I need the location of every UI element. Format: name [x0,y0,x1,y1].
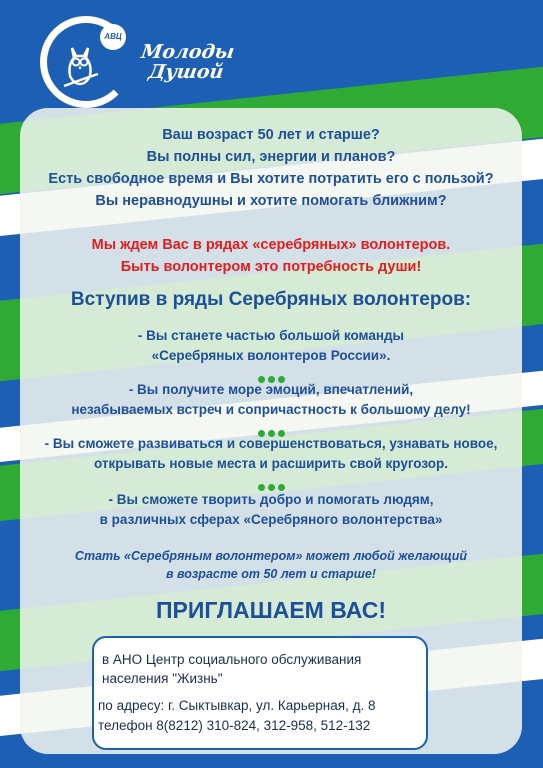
questions [20,124,522,212]
address-line: населения "Жизнь" [102,671,223,686]
benefit-item: - Вы сможете творить добро и помогать людям, в различных сферах «Серебряного волонтерства» [99,492,443,527]
invite-text: Мы ждем Вас в рядах «серебряных» волонтеров. Быть волонтером это потребность души! [91,237,451,275]
benefit-item: - Вы станете частью большой команды «Серебряных волонтеров России». [137,328,405,363]
address-line: в АНО Центр социального обслуживания [102,652,362,667]
address-line: по адресу: г. Сыктывкар, ул. Карьерная, д. 8 [98,698,376,713]
question-line: Вы полны сил, энергии и планов? [146,149,396,165]
benefit-item: - Вы сможете развиваться и совершенствоваться, узнавать новое, открывать новые места и расширить свой кругозор. [44,436,498,471]
phone-line: телефон 8(8212) 310-824, 312-958, 512-132 [98,718,371,733]
address-box [92,636,428,750]
age-note: Стать «Серебряным волонтером» может любой желающий в возрасте от 50 лет и старше! [74,549,468,581]
dots-divider [258,478,288,486]
question-line: Вы неравнодушны и хотите помогать ближним? [95,193,447,209]
benefit-item: - Вы получите море эмоций, впечатлений, незабываемых встреч и сопричастность к большому делу! [71,382,471,417]
logo-badge: АВЦ [100,24,126,50]
dots-divider [258,424,288,432]
question-line: Есть свободное время и Вы хотите потратить его с пользой? [48,171,494,187]
dots-divider [258,370,288,378]
call-to-action: ПРИГЛАШАЕМ ВАС! [156,597,386,623]
question-line: Ваш возраст 50 лет и старше? [162,127,380,143]
brand-name: Молоды Душой [139,41,236,83]
benefits-title: Вступив в ряды Серебряных волонтеров: [70,289,472,310]
